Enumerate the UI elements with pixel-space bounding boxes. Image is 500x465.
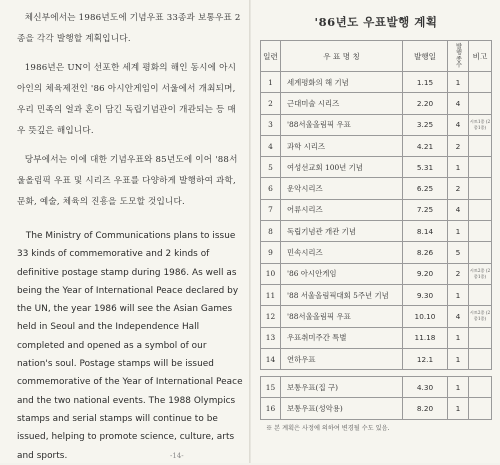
row-name: 연하우표 [281,348,403,369]
row-name: 세계평화의 해 기념 [281,72,403,93]
row-count: 1 [448,398,469,419]
row-note [469,93,492,114]
row-note [469,72,492,93]
row-count: 1 [448,72,469,93]
row-num: 8 [261,221,281,242]
table-header-row [261,41,492,72]
row-name: 어류시리즈 [281,199,403,220]
row-date: 4.21 [403,135,448,156]
definitive-rows [261,377,492,420]
row-num: 13 [261,327,281,348]
table-row [261,306,492,327]
row-num: 6 [261,178,281,199]
row-note [469,398,492,419]
row-count: 4 [448,114,469,135]
row-name: 우표취미주간 특별 [281,327,403,348]
commemorative-rows [261,72,492,370]
row-count: 4 [448,306,469,327]
row-count: 1 [448,327,469,348]
schedule-title: '86년도 우표발행 계획 [314,15,438,29]
row-note [469,327,492,348]
row-count: 2 [448,178,469,199]
row-note [469,242,492,263]
row-num: 2 [261,93,281,114]
table-gap [261,370,492,377]
row-count: 1 [448,221,469,242]
stamp-schedule-table [260,40,492,420]
row-count: 1 [448,348,469,369]
right-column [260,8,492,432]
row-name: 보통우표(집 구) [281,377,403,398]
row-num: 11 [261,284,281,305]
row-num: 1 [261,72,281,93]
row-count: 4 [448,93,469,114]
row-count: 1 [448,284,469,305]
table-row [261,72,492,93]
row-date: 5.31 [403,157,448,178]
table-row [261,199,492,220]
table-row [261,157,492,178]
row-name: 운악시리즈 [281,178,403,199]
row-note [469,135,492,156]
schedule-footnote: ※ 본 계획은 사정에 의하여 변경될 수도 있음. [266,424,390,432]
row-num: 15 [261,377,281,398]
header-count [448,41,469,72]
header-date: 발행일 [403,41,448,72]
page-number: -14- [170,452,184,460]
row-date: 6.25 [403,178,448,199]
row-note [469,284,492,305]
row-count: 5 [448,242,469,263]
table-row [261,348,492,369]
table-row [261,135,492,156]
row-count: 2 [448,263,469,284]
row-num: 9 [261,242,281,263]
row-count: 4 [448,199,469,220]
row-note [469,377,492,398]
row-count: 1 [448,157,469,178]
gap-row [261,370,492,377]
row-num: 10 [261,263,281,284]
table-row [261,284,492,305]
row-count: 2 [448,135,469,156]
row-num: 4 [261,135,281,156]
row-date: 10.10 [403,306,448,327]
row-num: 3 [261,114,281,135]
row-date: 8.14 [403,221,448,242]
row-note [469,348,492,369]
row-date: 12.1 [403,348,448,369]
row-date: 8.26 [403,242,448,263]
header-note: 비고 [469,41,492,72]
row-note [469,157,492,178]
table-row [261,242,492,263]
table-row [261,114,492,135]
row-note [469,221,492,242]
row-note: 시트2종 (2종1종) [469,306,492,327]
header-count-label: 발행종수 [454,42,462,68]
row-date: 8.20 [403,398,448,419]
page-fold [249,0,251,463]
header-name: 우 표 명 칭 [281,41,403,72]
row-date: 9.30 [403,284,448,305]
table-row [261,93,492,114]
row-name: 과학 시리즈 [281,135,403,156]
row-name: 독립기념관 개관 기념 [281,221,403,242]
row-date: 2.20 [403,93,448,114]
row-num: 7 [261,199,281,220]
row-num: 16 [261,398,281,419]
row-name: '88서울올림픽 우표 [281,306,403,327]
row-name: '86 아시안게임 [281,263,403,284]
row-date: 1.15 [403,72,448,93]
row-count: 1 [448,377,469,398]
korean-paragraph-2: 1986년은 UN이 선포한 세계 평화의 해인 동시에 아시아인의 체육제전인 '86 아시안게임이 서울에서 개최되며, 우리 민족의 얼과 혼이 담긴 독립기념관이 개관되는 등 매우 뜻깊은 해입니다. [17,63,237,136]
row-num: 5 [261,157,281,178]
korean-paragraph-3: 당부에서는 이에 대한 기념우표와 85년도에 이어 '88서울올림픽 우표 및 시리즈 우표를 다양하게 발행하여 과학, 문화, 예술, 체육의 진흥을 도모할 것입니다. [17,155,238,207]
row-note [469,178,492,199]
row-name: '88 서울올림픽대회 5주년 기념 [281,284,403,305]
row-num: 14 [261,348,281,369]
row-date: 11.18 [403,327,448,348]
row-date: 9.20 [403,263,448,284]
row-name: 민속시리즈 [281,242,403,263]
row-note: 시트2종 (2종1종) [469,263,492,284]
table-row [261,263,492,284]
header-num: 일련 [261,41,281,72]
table-row [261,178,492,199]
table-row [261,377,492,398]
row-date: 4.30 [403,377,448,398]
korean-paragraph-1: 체신부에서는 1986년도에 기념우표 33종과 보통우표 2종을 각각 발행할 계획입니다. [17,13,241,44]
table-row [261,221,492,242]
table-row [261,327,492,348]
row-date: 7.25 [403,199,448,220]
row-note: 시트1종 (2종1종) [469,114,492,135]
row-name: 보통우표(성악용) [281,398,403,419]
row-name: 근대미술 시리즈 [281,93,403,114]
row-note [469,199,492,220]
row-name: 여성선교회 100년 기념 [281,157,403,178]
row-name: '88서울올림픽 우표 [281,114,403,135]
row-num: 12 [261,306,281,327]
table-row [261,398,492,419]
english-paragraph: The Ministry of Communications plans to issue 33 kinds of commemorative and 2 kinds of definitive postage stamp during 1986. As well as being the Year of International Peace declared by the UN, the year 1986 will see the Asian Games held in Seoul and the Independence Hall completed and opened as a symbol of our nation's soul. Postage stamps will be issued commemorative of the Year of International Peace and the two national events. The 1988 Olympics stamps and serial stamps will continue to be issued, helping to promote science, culture, arts and sports. [17,231,243,461]
left-column [17,8,243,465]
row-date: 3.25 [403,114,448,135]
